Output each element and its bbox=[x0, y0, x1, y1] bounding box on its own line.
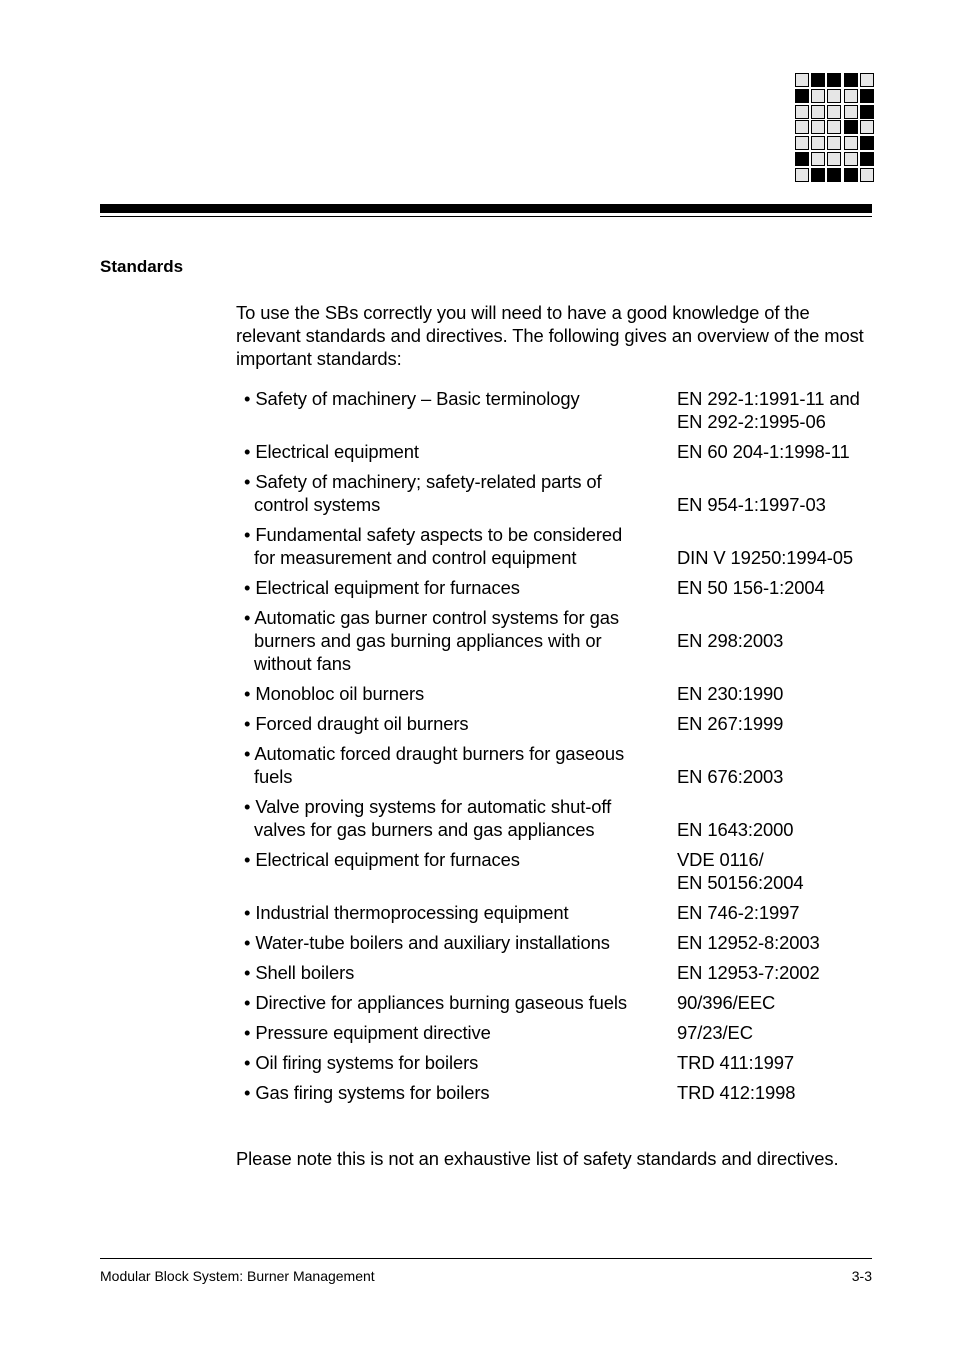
intro-paragraph: To use the SBs correctly you will need to have a good knowledge of the relevant standards and directives. The following gives an overview of the most important standards: bbox=[236, 302, 864, 369]
standard-description-line: • Oil firing systems for boilers bbox=[244, 1052, 479, 1073]
standard-code bbox=[677, 712, 783, 735]
standard-list-item bbox=[236, 606, 886, 675]
logo-grid-cell bbox=[827, 152, 841, 166]
standards-list bbox=[236, 387, 886, 1111]
logo-grid-cell bbox=[844, 89, 858, 103]
standard-code bbox=[677, 576, 825, 599]
footer-document-title: Modular Block System: Burner Management bbox=[100, 1268, 375, 1284]
standard-description-line: • Gas firing systems for boilers bbox=[244, 1082, 490, 1103]
standard-description bbox=[236, 606, 677, 675]
logo-grid-cell bbox=[860, 89, 874, 103]
digit-three-grid-icon bbox=[795, 73, 874, 184]
standard-description-line: fuels bbox=[254, 766, 293, 787]
standard-list-item bbox=[236, 742, 886, 788]
standard-description bbox=[236, 470, 677, 516]
standard-description bbox=[236, 576, 677, 599]
logo-grid-cell bbox=[795, 105, 809, 119]
standard-code bbox=[677, 848, 804, 894]
standard-description-line: • Automatic forced draught burners for gaseous bbox=[244, 743, 625, 764]
logo-grid-cell bbox=[795, 89, 809, 103]
standard-code-line: 97/23/EC bbox=[677, 1022, 753, 1043]
standard-list-item bbox=[236, 387, 886, 433]
standard-list-item bbox=[236, 848, 886, 894]
logo-grid-cell bbox=[811, 152, 825, 166]
standard-description-line: • Safety of machinery – Basic terminology bbox=[244, 388, 580, 409]
logo-grid-cell bbox=[844, 152, 858, 166]
logo-grid-cell bbox=[860, 136, 874, 150]
standard-description-line: • Fundamental safety aspects to be considered bbox=[244, 524, 623, 545]
standard-description-line: • Electrical equipment for furnaces bbox=[244, 849, 520, 870]
standard-description-line: without fans bbox=[254, 653, 351, 674]
standard-description-line: • Monobloc oil burners bbox=[244, 683, 425, 704]
standard-description-line: • Electrical equipment bbox=[244, 441, 419, 462]
standard-description-line: valves for gas burners and gas appliances bbox=[254, 819, 595, 840]
standard-description bbox=[236, 931, 677, 954]
logo-grid-cell bbox=[860, 105, 874, 119]
standard-description bbox=[236, 387, 677, 433]
logo-grid-cell bbox=[827, 73, 841, 87]
standard-code bbox=[677, 931, 820, 954]
standard-list-item bbox=[236, 1081, 886, 1104]
standard-list-item bbox=[236, 440, 886, 463]
standard-description bbox=[236, 901, 677, 924]
logo-grid-cell bbox=[811, 136, 825, 150]
header-rule-thin bbox=[100, 216, 872, 218]
standard-description bbox=[236, 682, 677, 705]
logo-grid-cell bbox=[860, 73, 874, 87]
standard-code bbox=[677, 1051, 794, 1074]
logo-grid-cell bbox=[811, 73, 825, 87]
standard-list-item bbox=[236, 901, 886, 924]
standard-code-line: 90/396/EEC bbox=[677, 992, 776, 1013]
standard-code-line: EN 267:1999 bbox=[677, 713, 784, 734]
standard-list-item bbox=[236, 931, 886, 954]
standard-description-line: for measurement and control equipment bbox=[254, 547, 577, 568]
logo-grid-cell bbox=[844, 136, 858, 150]
standard-code bbox=[677, 682, 783, 705]
standard-code bbox=[677, 606, 783, 675]
standard-code bbox=[677, 742, 783, 788]
logo-grid-cell bbox=[795, 168, 809, 182]
standard-list-item bbox=[236, 576, 886, 599]
standard-code-line: EN 60 204-1:1998-11 bbox=[677, 441, 850, 462]
logo-grid-cell bbox=[795, 152, 809, 166]
standard-code-line: EN 292-1:1991-11 and bbox=[677, 388, 860, 409]
section-title: Standards bbox=[100, 257, 184, 276]
standard-description-line: • Safety of machinery; safety-related parts of bbox=[244, 471, 602, 492]
standard-description bbox=[236, 1081, 677, 1104]
logo-grid-cell bbox=[811, 105, 825, 119]
standard-description-line: • Pressure equipment directive bbox=[244, 1022, 491, 1043]
standard-list-item bbox=[236, 682, 886, 705]
standard-description bbox=[236, 1021, 677, 1044]
standard-code bbox=[677, 470, 826, 516]
logo-grid-cell bbox=[844, 73, 858, 87]
standard-list-item bbox=[236, 795, 886, 841]
logo-grid-cell bbox=[860, 120, 874, 134]
standard-description bbox=[236, 991, 677, 1014]
standard-list-item bbox=[236, 523, 886, 569]
standard-description bbox=[236, 848, 677, 894]
standard-description-line: • Industrial thermoprocessing equipment bbox=[244, 902, 569, 923]
standard-description bbox=[236, 1051, 677, 1074]
standard-description-line: burners and gas burning appliances with or bbox=[254, 630, 602, 651]
standard-description bbox=[236, 523, 677, 569]
logo-grid-cell bbox=[860, 168, 874, 182]
logo-grid-cell bbox=[827, 136, 841, 150]
standard-code-line: EN 292-2:1995-06 bbox=[677, 411, 826, 432]
standard-code bbox=[677, 901, 799, 924]
page-number: 3-3 bbox=[851, 1268, 872, 1284]
logo-grid-cell bbox=[827, 168, 841, 182]
standard-list-item bbox=[236, 1051, 886, 1074]
footer-rule bbox=[100, 1258, 872, 1259]
standard-code bbox=[677, 961, 820, 984]
standard-list-item bbox=[236, 991, 886, 1014]
standard-code-line: DIN V 19250:1994-05 bbox=[677, 547, 853, 568]
logo-grid-cell bbox=[795, 136, 809, 150]
standard-code bbox=[677, 991, 775, 1014]
standard-code-line: VDE 0116/ bbox=[677, 849, 764, 870]
standard-code-line: EN 230:1990 bbox=[677, 683, 784, 704]
standard-code bbox=[677, 387, 860, 433]
logo-grid-cell bbox=[811, 168, 825, 182]
standard-description-line: • Automatic gas burner control systems for gas bbox=[244, 607, 619, 628]
logo-grid-cell bbox=[795, 73, 809, 87]
logo-grid-cell bbox=[827, 89, 841, 103]
standard-code-line: TRD 412:1998 bbox=[677, 1082, 796, 1103]
standard-list-item bbox=[236, 470, 886, 516]
standard-code-line: TRD 411:1997 bbox=[677, 1052, 795, 1073]
header-rule-thick bbox=[100, 204, 872, 213]
note-paragraph: Please note this is not an exhaustive list of safety standards and directives. bbox=[236, 1148, 839, 1169]
standard-code-line: EN 298:2003 bbox=[677, 630, 784, 651]
logo-grid-cell bbox=[860, 152, 874, 166]
logo-grid-cell bbox=[811, 120, 825, 134]
logo-grid-cell bbox=[827, 120, 841, 134]
logo-grid-cell bbox=[827, 105, 841, 119]
standard-description-line: • Valve proving systems for automatic shut-off bbox=[244, 796, 612, 817]
standard-list-item bbox=[236, 961, 886, 984]
standard-description-line: • Shell boilers bbox=[244, 962, 355, 983]
standard-description bbox=[236, 742, 677, 788]
standard-code bbox=[677, 440, 850, 463]
standard-list-item bbox=[236, 712, 886, 735]
standard-code-line: EN 746-2:1997 bbox=[677, 902, 800, 923]
standard-description-line: control systems bbox=[254, 494, 381, 515]
standard-code bbox=[677, 523, 853, 569]
standard-description-line: • Water-tube boilers and auxiliary installations bbox=[244, 932, 610, 953]
standard-description-line: • Electrical equipment for furnaces bbox=[244, 577, 520, 598]
logo-grid-cell bbox=[844, 168, 858, 182]
standard-description bbox=[236, 712, 677, 735]
standard-code-line: EN 954-1:1997-03 bbox=[677, 494, 826, 515]
standard-list-item bbox=[236, 1021, 886, 1044]
standard-description bbox=[236, 440, 677, 463]
standard-code-line: EN 12953-7:2002 bbox=[677, 962, 820, 983]
standard-description bbox=[236, 795, 677, 841]
standard-code-line: EN 676:2003 bbox=[677, 766, 784, 787]
standard-description-line: • Directive for appliances burning gaseous fuels bbox=[244, 992, 627, 1013]
standard-description-line: • Forced draught oil burners bbox=[244, 713, 469, 734]
standard-code-line: EN 50 156-1:2004 bbox=[677, 577, 825, 598]
logo-grid-cell bbox=[795, 120, 809, 134]
standard-code-line: EN 12952-8:2003 bbox=[677, 932, 820, 953]
standard-code-line: EN 1643:2000 bbox=[677, 819, 794, 840]
logo-grid-cell bbox=[844, 105, 858, 119]
standard-code bbox=[677, 795, 793, 841]
logo-grid-cell bbox=[811, 89, 825, 103]
logo-grid-cell bbox=[844, 120, 858, 134]
standard-description bbox=[236, 961, 677, 984]
standard-code-line: EN 50156:2004 bbox=[677, 872, 804, 893]
standard-code bbox=[677, 1081, 795, 1104]
standard-code bbox=[677, 1021, 753, 1044]
